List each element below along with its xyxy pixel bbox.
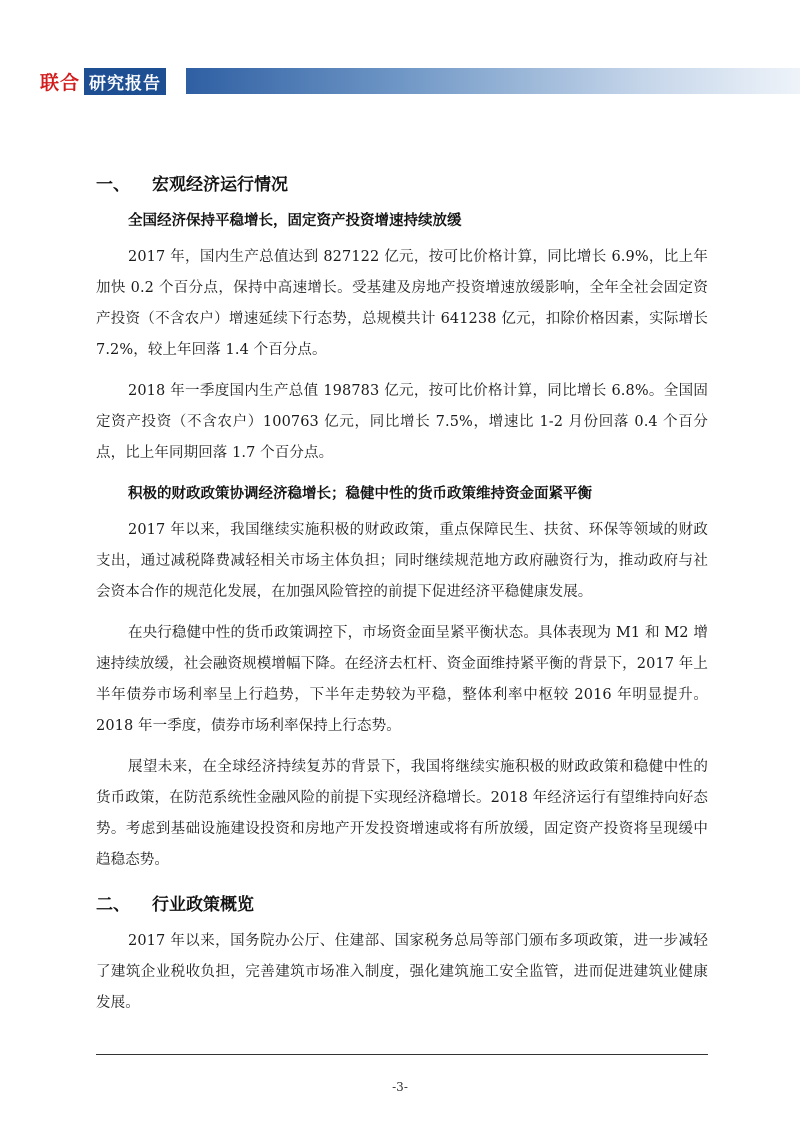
brand-text-red: 联合: [40, 71, 81, 94]
footer-divider: [96, 1054, 708, 1055]
section-heading-2: [96, 890, 708, 920]
paragraph: 2017 年，国内生产总值达到 827122 亿元，按可比价格计算，同比增长 6.9%，比上年加快 0.2 个百分点，保持中高速增长。受基建及房地产投资增速放缓影响，全年全社会固定资产投资（不含农户）增速延续下行态势，总规模共计 641238 亿元，扣除价格因素，实际增长 7.2%，较上年回落 1.4 个百分点。: [96, 249, 708, 358]
paragraph: 2017 年以来，国务院办公厅、住建部、国家税务总局等部门颁布多项政策，进一步减轻了建筑企业税收负担，完善建筑市场准入制度，强化建筑施工安全监管，进而促进建筑业健康发展。: [96, 933, 708, 1011]
section-title: 行业政策概览: [152, 895, 254, 915]
section-heading-1: [96, 170, 708, 200]
paragraph: 在央行稳健中性的货币政策调控下，市场资金面呈紧平衡状态。具体表现为 M1 和 M2 增速持续放缓，社会融资规模增幅下降。在经济去杠杆、资金面维持紧平衡的背景下，2017 年上半年债券市场利率呈上行趋势，下半年走势较为平稳，整体利率中枢较 2016 年明显提升。2018 年一季度，债券市场利率保持上行态势。: [96, 625, 708, 734]
subsection-heading: 全国经济保持平稳增长，固定资产投资增速持续放缓: [128, 213, 462, 229]
document-body: [96, 170, 708, 1019]
report-header: [0, 64, 800, 98]
subsection-heading: 积极的财政政策协调经济稳增长；稳健中性的货币政策维持资金面紧平衡: [128, 486, 592, 502]
paragraph: 2017 年以来，我国继续实施积极的财政政策，重点保障民生、扶贫、环保等领域的财政支出，通过减税降费减轻相关市场主体负担；同时继续规范地方政府融资行为，推动政府与社会资本合作的规范化发展，在加强风险管控的前提下促进经济平稳健康发展。: [96, 522, 708, 600]
section-number: 一、: [96, 175, 130, 195]
section-title: 宏观经济运行情况: [152, 175, 288, 195]
paragraph: 2018 年一季度国内生产总值 198783 亿元，按可比价格计算，同比增长 6.8%。全国固定资产投资（不含农户）100763 亿元，同比增长 7.5%，增速比 1-2 月份回落 0.4 个百分点，比上年同期回落 1.7 个百分点。: [96, 383, 708, 461]
paragraph: 展望未来，在全球经济持续复苏的背景下，我国将继续实施积极的财政政策和稳健中性的货币政策，在防范系统性金融风险的前提下实现经济稳增长。2018 年经济运行有望维持向好态势。考虑到基础设施建设投资和房地产开发投资增速或将有所放缓，固定资产投资将呈现缓中趋稳态势。: [96, 759, 708, 868]
brand-logo: [40, 68, 166, 94]
brand-text-blue: 研究报告: [84, 68, 166, 95]
section-number: 二、: [96, 895, 130, 915]
header-gradient-bar: [186, 68, 800, 94]
page-number: -3-: [392, 1080, 408, 1094]
